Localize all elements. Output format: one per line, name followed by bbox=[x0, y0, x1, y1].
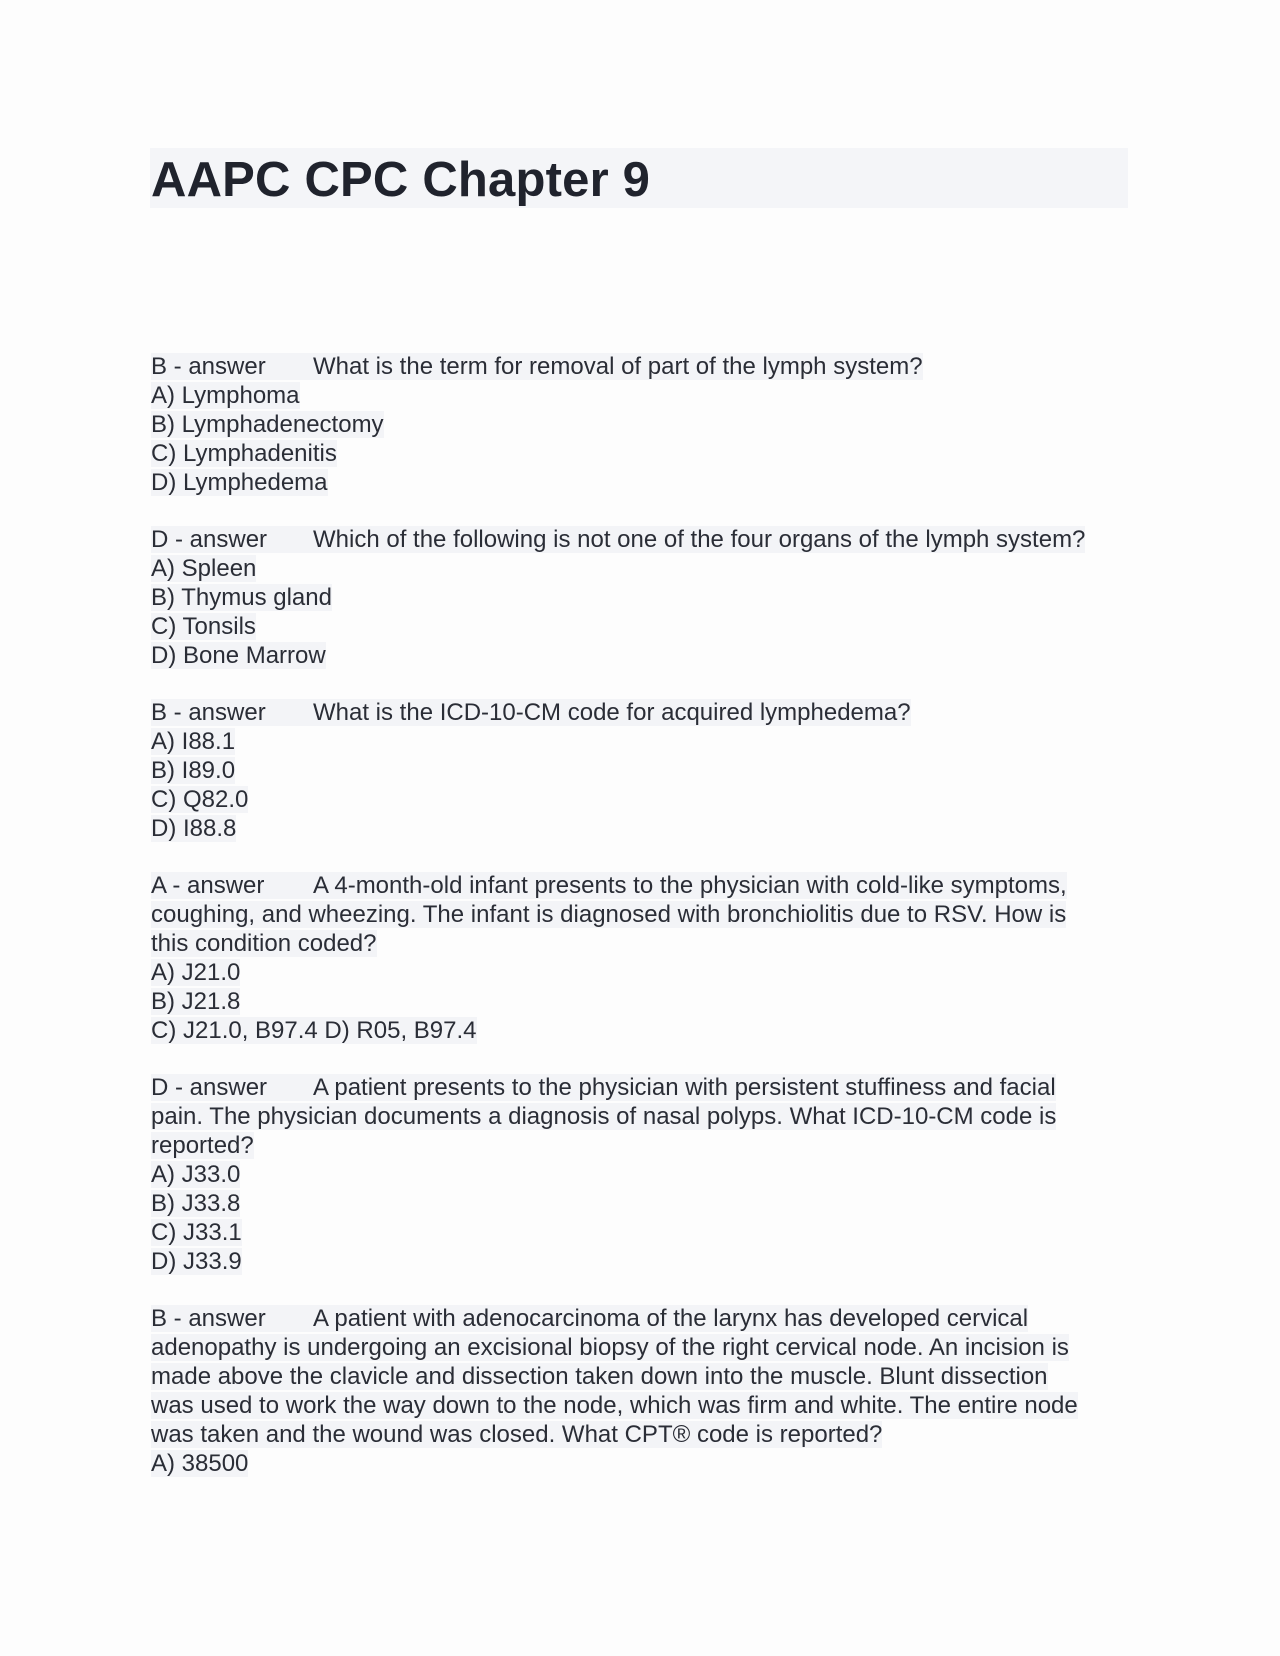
option-text: C) Tonsils bbox=[151, 613, 256, 640]
page-title: AAPC CPC Chapter 9 bbox=[151, 153, 651, 207]
answer-option bbox=[151, 1247, 1131, 1276]
answer-option bbox=[151, 1189, 1131, 1218]
question-first-line bbox=[151, 1304, 1131, 1333]
answer-option bbox=[151, 1016, 1131, 1045]
answer-option bbox=[151, 727, 1131, 756]
option-text: B) J21.8 bbox=[151, 988, 241, 1015]
option-text: C) Lymphadenitis bbox=[151, 440, 337, 467]
option-text: A) J33.0 bbox=[151, 1161, 241, 1188]
line-highlight bbox=[151, 699, 911, 726]
answer-label: D - answer bbox=[151, 1074, 268, 1101]
question-continuation-line bbox=[151, 929, 1131, 958]
question-text: A 4-month-old infant presents to the physician with cold-like symptoms, bbox=[313, 872, 1067, 899]
question-text: What is the ICD-10-CM code for acquired lymphedema? bbox=[313, 699, 911, 726]
question-text: reported? bbox=[151, 1132, 254, 1159]
qa-item bbox=[151, 352, 1131, 497]
option-text: D) Bone Marrow bbox=[151, 642, 326, 669]
option-text: D) I88.8 bbox=[151, 815, 237, 842]
qa-item bbox=[151, 1304, 1131, 1478]
question-continuation-line bbox=[151, 1131, 1131, 1160]
answer-option bbox=[151, 381, 1131, 410]
question-continuation-line bbox=[151, 1362, 1131, 1391]
question-first-line bbox=[151, 1073, 1131, 1102]
answer-option bbox=[151, 987, 1131, 1016]
answer-option bbox=[151, 1218, 1131, 1247]
question-text: was taken and the wound was closed. What CPT® code is reported? bbox=[151, 1421, 883, 1448]
answer-option bbox=[151, 1160, 1131, 1189]
line-highlight bbox=[151, 353, 923, 380]
question-first-line bbox=[151, 525, 1131, 554]
answer-option bbox=[151, 612, 1131, 641]
question-continuation-line bbox=[151, 1420, 1131, 1449]
qa-item bbox=[151, 525, 1131, 670]
answer-label: B - answer bbox=[151, 1305, 266, 1332]
question-text: A patient with adenocarcinoma of the larynx has developed cervical bbox=[313, 1305, 1029, 1332]
answer-option bbox=[151, 439, 1131, 468]
answer-label: B - answer bbox=[151, 699, 266, 726]
line-highlight bbox=[151, 1305, 1028, 1332]
answer-label: D - answer bbox=[151, 526, 268, 553]
question-text: coughing, and wheezing. The infant is diagnosed with bronchiolitis due to RSV. How is bbox=[151, 901, 1067, 928]
option-text: A) I88.1 bbox=[151, 728, 236, 755]
question-text: adenopathy is undergoing an excisional biopsy of the right cervical node. An incision is bbox=[151, 1334, 1069, 1361]
option-text: A) 38500 bbox=[151, 1450, 249, 1477]
option-text: D) J33.9 bbox=[151, 1248, 242, 1275]
answer-option bbox=[151, 641, 1131, 670]
line-highlight bbox=[151, 1074, 1056, 1101]
option-text: A) J21.0 bbox=[151, 959, 241, 986]
option-text: B) Lymphadenectomy bbox=[151, 411, 384, 438]
question-continuation-line bbox=[151, 1333, 1131, 1362]
question-text: What is the term for removal of part of the lymph system? bbox=[313, 353, 923, 380]
option-text: A) Spleen bbox=[151, 555, 257, 582]
question-text: this condition coded? bbox=[151, 930, 377, 957]
answer-option bbox=[151, 410, 1131, 439]
qa-item bbox=[151, 871, 1131, 1045]
question-first-line bbox=[151, 871, 1131, 900]
answer-option bbox=[151, 958, 1131, 987]
answer-option bbox=[151, 1449, 1131, 1478]
question-first-line bbox=[151, 698, 1131, 727]
question-first-line bbox=[151, 352, 1131, 381]
option-text: B) Thymus gland bbox=[151, 584, 332, 611]
answer-label: B - answer bbox=[151, 353, 266, 380]
option-text: C) J33.1 bbox=[151, 1219, 242, 1246]
question-list bbox=[151, 352, 1131, 1506]
answer-option bbox=[151, 468, 1131, 497]
question-text: pain. The physician documents a diagnosis of nasal polyps. What ICD-10-CM code is bbox=[151, 1103, 1057, 1130]
question-text: made above the clavicle and dissection taken down into the muscle. Blunt dissection bbox=[151, 1363, 1048, 1390]
question-text: was used to work the way down to the node, which was firm and white. The entire node bbox=[151, 1392, 1078, 1419]
option-text: C) Q82.0 bbox=[151, 786, 249, 813]
option-text: D) Lymphedema bbox=[151, 469, 328, 496]
question-text: Which of the following is not one of the four organs of the lymph system? bbox=[313, 526, 1086, 553]
qa-item bbox=[151, 1073, 1131, 1276]
answer-option bbox=[151, 814, 1131, 843]
answer-option bbox=[151, 554, 1131, 583]
option-text: B) J33.8 bbox=[151, 1190, 241, 1217]
question-text: A patient presents to the physician with persistent stuffiness and facial bbox=[313, 1074, 1056, 1101]
option-text: A) Lymphoma bbox=[151, 382, 300, 409]
question-continuation-line bbox=[151, 1391, 1131, 1420]
question-continuation-line bbox=[151, 1102, 1131, 1131]
line-highlight bbox=[151, 872, 1067, 899]
answer-label: A - answer bbox=[151, 872, 265, 899]
qa-item bbox=[151, 698, 1131, 843]
answer-option bbox=[151, 785, 1131, 814]
option-text: B) I89.0 bbox=[151, 757, 236, 784]
line-highlight bbox=[151, 526, 1085, 553]
answer-option bbox=[151, 756, 1131, 785]
question-continuation-line bbox=[151, 900, 1131, 929]
option-text: C) J21.0, B97.4 D) R05, B97.4 bbox=[151, 1017, 477, 1044]
answer-option bbox=[151, 583, 1131, 612]
